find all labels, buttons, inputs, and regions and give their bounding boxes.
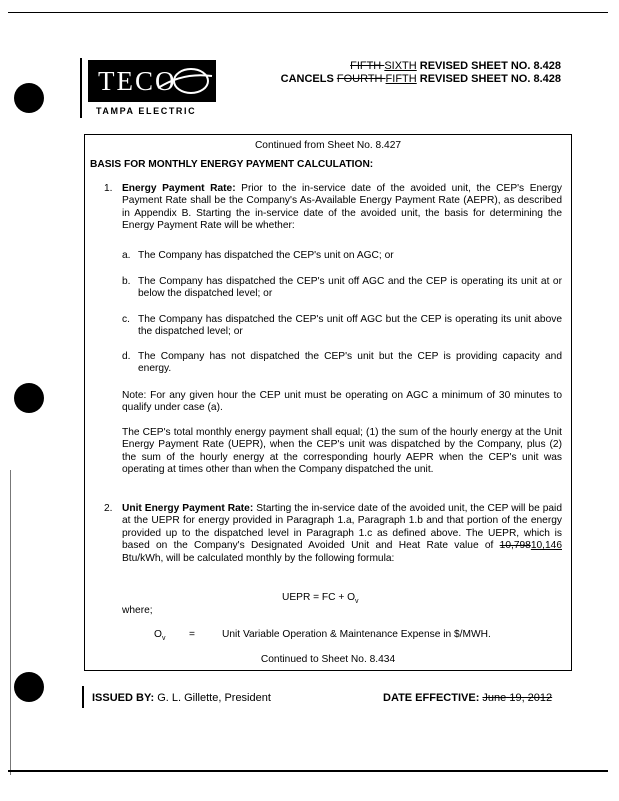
sub-b-letter: b. bbox=[122, 276, 131, 287]
item2-text-before: Starting the in-service date of the avoided unit, the CEP will be paid at the UEPR for energy provided in Paragraph 1.a, Paragraph 1.b and that portion of the energy provided up to the dispatched level in Paragraph 1.c as defined above. The UEPR, which is based on the Company's Designated Avoided Unit and Heat Rate value of bbox=[122, 503, 562, 552]
teco-logo bbox=[88, 60, 216, 102]
item2-number: 2. bbox=[104, 503, 113, 514]
where-label: where; bbox=[122, 605, 153, 616]
item2-new-value: 10,146 bbox=[530, 540, 562, 552]
item2-old-value: 10,798 bbox=[499, 540, 531, 552]
formula-subscript: v bbox=[355, 598, 359, 606]
section-title: BASIS FOR MONTHLY ENERGY PAYMENT CALCULATION: bbox=[90, 159, 374, 170]
item1-text: Prior to the in-service date of the avoided unit, the CEP's Energy Payment Rate shall be the Company's As-Available Energy Payment Rate (AEPR), as described in Appendix B. Starting the in-service date of the avoided unit, the basis for determining the Energy Payment Rate will be whether: bbox=[122, 183, 562, 232]
cancels-old: FOURTH bbox=[336, 73, 386, 85]
sub-c-letter: c. bbox=[122, 314, 130, 325]
issued-label: ISSUED BY: bbox=[92, 692, 155, 704]
footer-vertical-bar bbox=[82, 686, 84, 708]
punch-hole-top bbox=[14, 83, 44, 113]
item2-paragraph bbox=[122, 503, 562, 565]
issued-value: G. L. Gillette, President bbox=[154, 692, 271, 704]
cancels-rest: REVISED SHEET NO. 8.428 bbox=[416, 73, 561, 85]
sheet-old: FIFTH bbox=[350, 60, 385, 72]
formula bbox=[282, 592, 359, 608]
bottom-rule bbox=[8, 770, 608, 772]
sub-d-text: The Company has not dispatched the CEP's unit but the CEP is providing capacity and energy. bbox=[138, 351, 562, 375]
sub-c-text: The Company has dispatched the CEP's unit off AGC but the CEP is operating its unit above the dispatched level; or bbox=[138, 314, 562, 338]
sheet-number bbox=[350, 60, 561, 72]
item2-title: Unit Energy Payment Rate: bbox=[122, 503, 254, 514]
def-equals: = bbox=[189, 629, 195, 640]
logo-subtitle: TAMPA ELECTRIC bbox=[96, 106, 197, 116]
logo-wordmark: TECO bbox=[98, 66, 177, 96]
item2-text-after: Btu/kWh, will be calculated monthly by the following formula: bbox=[122, 552, 395, 564]
def-text: Unit Variable Operation & Maintenance Expense in $/MWH. bbox=[222, 629, 491, 640]
item1-title: Energy Payment Rate: bbox=[122, 183, 236, 194]
item1-paragraph bbox=[122, 183, 562, 233]
date-old: June 19, 2012 bbox=[482, 692, 553, 704]
def-symbol-subscript: v bbox=[161, 635, 166, 643]
formula-main: UEPR = FC + O bbox=[282, 592, 356, 603]
continued-from: Continued from Sheet No. 8.427 bbox=[254, 140, 402, 151]
issued-by bbox=[92, 692, 271, 704]
sub-d-letter: d. bbox=[122, 351, 131, 362]
punch-hole-middle bbox=[14, 383, 44, 413]
cancels-new: FIFTH bbox=[385, 73, 417, 85]
sub-a-letter: a. bbox=[122, 250, 131, 261]
continued-to: Continued to Sheet No. 8.434 bbox=[260, 654, 396, 665]
sub-b-text: The Company has dispatched the CEP's unit off AGC and the CEP is operating its unit at or below the dispatched level; or bbox=[138, 276, 562, 300]
cancels-line bbox=[281, 73, 561, 85]
def-symbol-main: O bbox=[154, 629, 162, 640]
sheet-rest: REVISED SHEET NO. 8.428 bbox=[416, 60, 561, 72]
left-edge-line bbox=[10, 470, 11, 775]
total-payment-paragraph: The CEP's total monthly energy payment shall equal; (1) the sum of the hourly energy at the Unit Energy Payment Rate (UEPR), when the CEP's unit was dispatched by the Company, plus (2) the sum of the hourly energy at the corresponding hourly AEPR when the CEP's unit was operating at times other than when the Company dispatched the unit. bbox=[122, 427, 562, 476]
cancels-prefix: CANCELS bbox=[280, 73, 337, 85]
sheet-new: SIXTH bbox=[384, 60, 417, 72]
item1-number: 1. bbox=[104, 183, 113, 194]
header-vertical-bar bbox=[80, 58, 82, 118]
punch-hole-bottom bbox=[14, 672, 44, 702]
def-symbol bbox=[154, 629, 165, 645]
top-rule bbox=[8, 12, 608, 13]
date-effective bbox=[383, 692, 552, 704]
note-paragraph: Note: For any given hour the CEP unit must be operating on AGC a minimum of 30 minutes to qualify under case (a). bbox=[122, 390, 562, 414]
date-label: DATE EFFECTIVE: bbox=[383, 692, 480, 704]
sub-a-text: The Company has dispatched the CEP's unit on AGC; or bbox=[138, 250, 394, 261]
